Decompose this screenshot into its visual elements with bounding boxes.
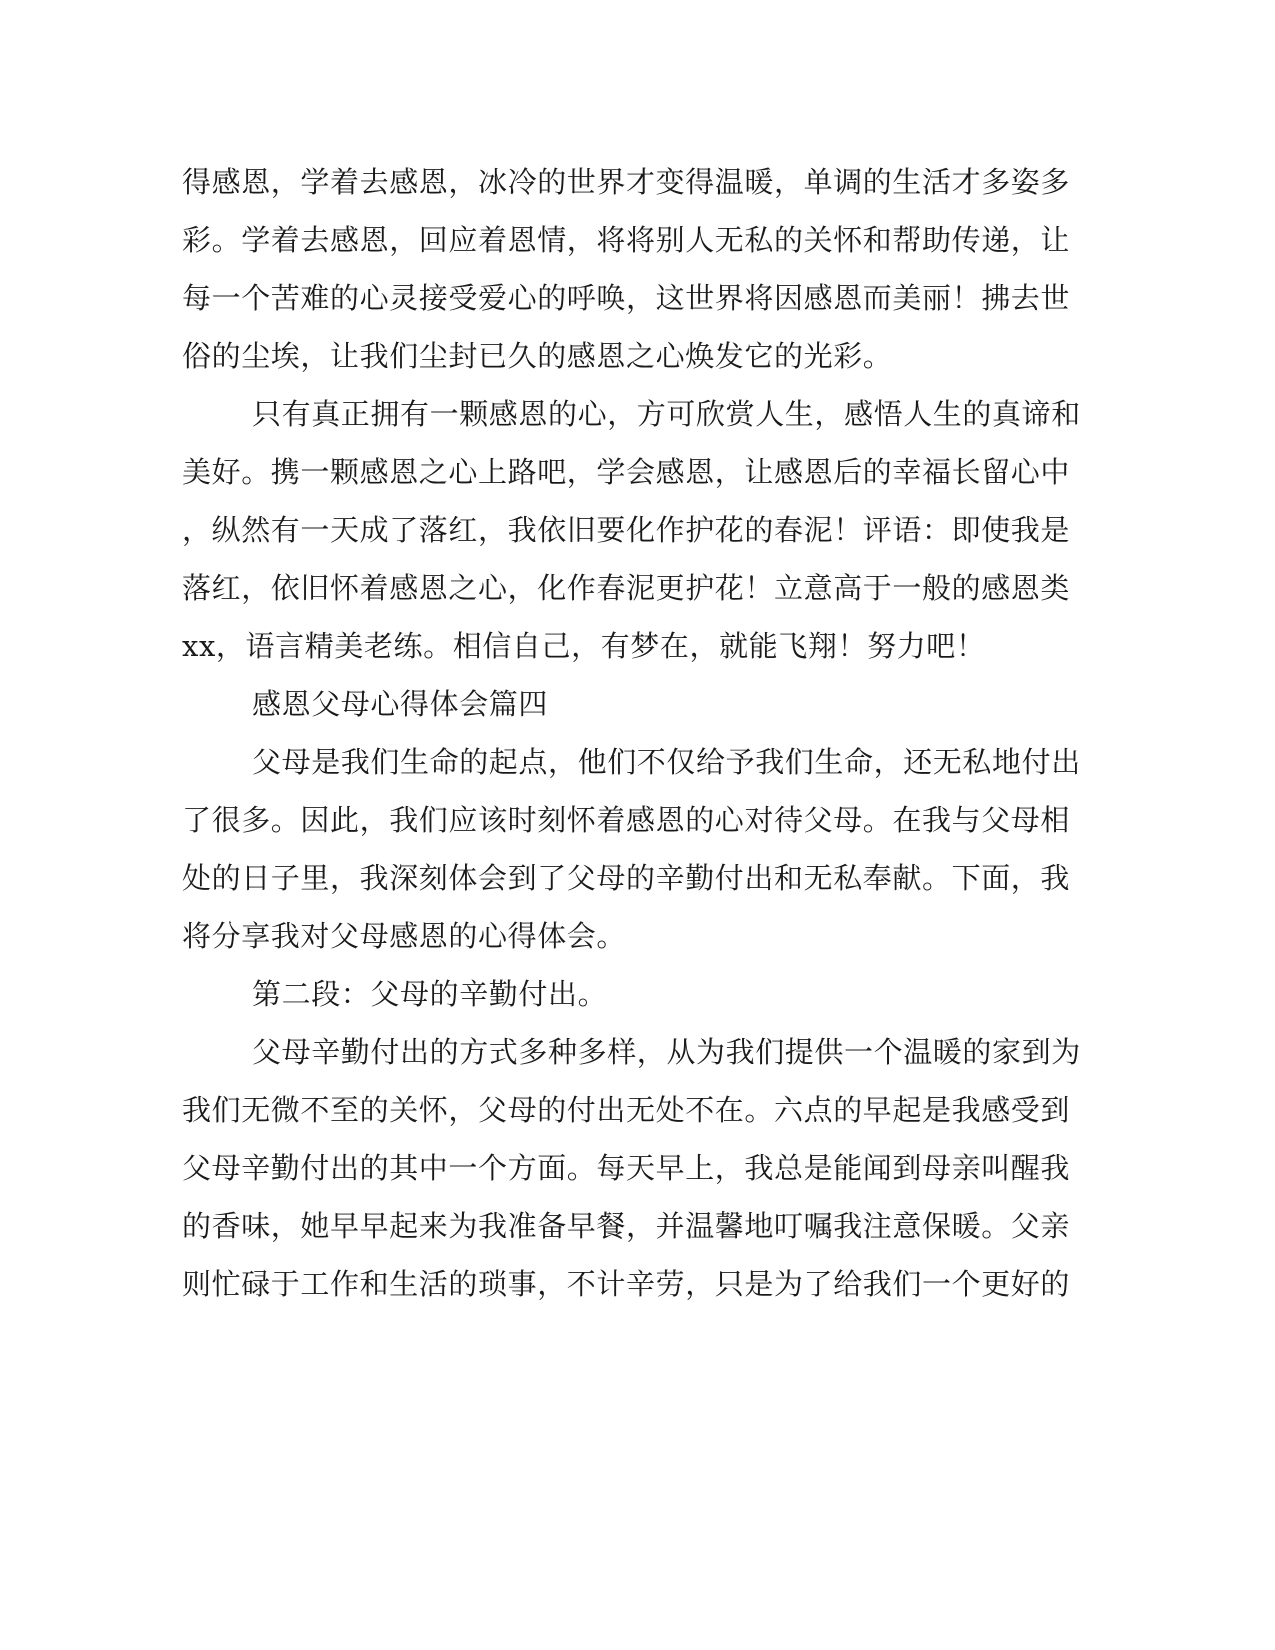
text-line: xx，语言精美老练。相信自己，有梦在，就能飞翔！努力吧！: [182, 629, 986, 663]
text-line: 我们无微不至的关怀，父母的付出无处不在。六点的早起是我感受到: [182, 1093, 1071, 1127]
subsection-heading: 第二段：父母的辛勤付出。: [252, 977, 608, 1011]
paragraph-first-line: 只有真正拥有一颗感恩的心，方可欣赏人生，感悟人生的真谛和: [252, 397, 1081, 431]
text-line: 每一个苦难的心灵接受爱心的呼唤，这世界将因感恩而美丽！拂去世: [182, 281, 1071, 315]
text-line: 俗的尘埃，让我们尘封已久的感恩之心焕发它的光彩。: [182, 339, 893, 373]
text-line: 得感恩，学着去感恩，冰冷的世界才变得温暖，单调的生活才多姿多: [182, 165, 1071, 199]
text-line: 的香味，她早早起来为我准备早餐，并温馨地叮嘱我注意保暖。父亲: [182, 1209, 1071, 1243]
section-heading: 感恩父母心得体会篇四: [252, 687, 549, 721]
text-line: 处的日子里，我深刻体会到了父母的辛勤付出和无私奉献。下面，我: [182, 861, 1071, 895]
text-line: 父母辛勤付出的其中一个方面。每天早上，我总是能闻到母亲叫醒我: [182, 1151, 1071, 1185]
paragraph-first-line: 父母辛勤付出的方式多种多样，从为我们提供一个温暖的家到为: [252, 1035, 1081, 1069]
paragraph-first-line: 父母是我们生命的起点，他们不仅给予我们生命，还无私地付出: [252, 745, 1081, 779]
text-line: 则忙碌于工作和生活的琐事，不计辛劳，只是为了给我们一个更好的: [182, 1267, 1071, 1301]
text-line: 美好。携一颗感恩之心上路吧，学会感恩，让感恩后的幸福长留心中: [182, 455, 1071, 489]
text-line: 将分享我对父母感恩的心得体会。: [182, 919, 627, 953]
text-line: 彩。学着去感恩，回应着恩情，将将别人无私的关怀和帮助传递，让: [182, 223, 1071, 257]
text-line: ，纵然有一天成了落红，我依旧要化作护花的春泥！评语：即使我是: [182, 513, 1071, 547]
text-line: 了很多。因此，我们应该时刻怀着感恩的心对待父母。在我与父母相: [182, 803, 1071, 837]
text-line: 落红，依旧怀着感恩之心，化作春泥更护花！立意高于一般的感恩类: [182, 571, 1071, 605]
